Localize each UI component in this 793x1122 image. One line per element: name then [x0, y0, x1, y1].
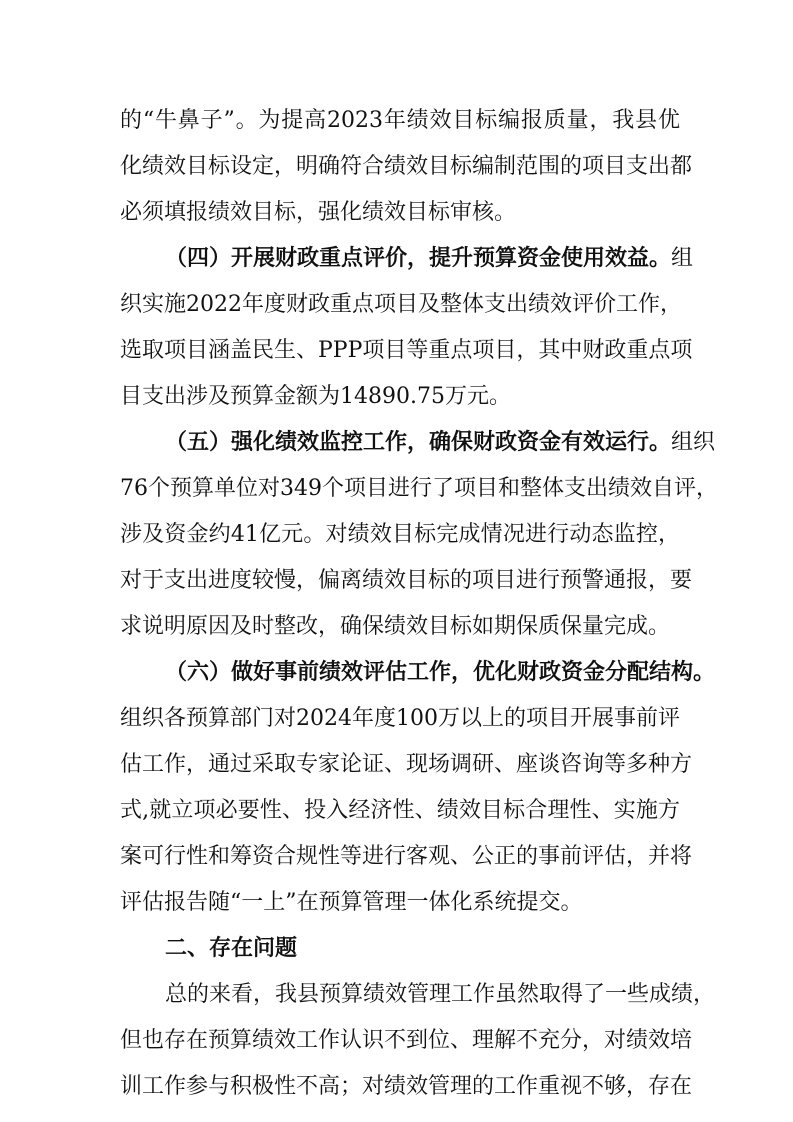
paragraph-line: 必须填报绩效目标，强化绩效目标审核。: [120, 200, 517, 225]
paragraph-line: 但也存在预算绩效工作认识不到位、理解不充分，对绩效培: [120, 1028, 693, 1053]
paragraph-line: 案可行性和筹资合规性等进行客观、公正的事前评估，并将: [120, 844, 693, 869]
section-5-rest: 组织: [671, 430, 716, 455]
paragraph-line: 选取项目涵盖民生、PPP项目等重点项目，其中财政重点项: [120, 338, 693, 363]
paragraph-line: 76个预算单位对349个项目进行了项目和整体支出绩效自评，: [120, 476, 718, 501]
section-4-rest: 组: [671, 246, 694, 271]
paragraph-line: 涉及资金约41亿元。对绩效目标完成情况进行动态监控，: [120, 522, 680, 547]
section-4-first-line: [165, 239, 694, 279]
section-6-heading: （六）做好事前绩效评估工作，优化财政资金分配结构。: [165, 660, 716, 685]
paragraph-line: 化绩效目标设定，明确符合绩效目标编制范围的项目支出都: [120, 154, 693, 179]
paragraph-line: 总的来看，我县预算绩效管理工作虽然取得了一些成绩，: [165, 982, 716, 1007]
paragraph-line: 求说明原因及时整改，确保绩效目标如期保质保量完成。: [120, 614, 671, 639]
paragraph-line: 的“牛鼻子”。为提高2023年绩效目标编报质量，我县优: [120, 108, 680, 133]
paragraph-line: 式,就立项必要性、投入经济性、绩效目标合理性、实施方: [120, 798, 680, 823]
paragraph-line: 目支出涉及预算金额为14890.75万元。: [120, 384, 511, 409]
paragraph-line: 训工作参与积极性不高；对绩效管理的工作重视不够，存在: [120, 1074, 693, 1099]
paragraph-line: 估工作，通过采取专家论证、现场调研、座谈咨询等多种方: [120, 752, 693, 777]
section-2-heading: 二、存在问题: [165, 936, 298, 961]
section-4-heading: （四）开展财政重点评价，提升预算资金使用效益。: [165, 246, 672, 271]
paragraph-line: 对于支出进度较慢，偏离绩效目标的项目进行预警通报，要: [120, 568, 693, 593]
paragraph-line: 织实施2022年度财政重点项目及整体支出绩效评价工作，: [120, 292, 682, 317]
paragraph-line: 评估报告随“一上”在预算管理一体化系统提交。: [120, 890, 583, 915]
section-5-heading: （五）强化绩效监控工作，确保财政资金有效运行。: [165, 430, 672, 455]
section-5-first-line: [165, 423, 716, 463]
section-6-first-line: [165, 653, 716, 693]
paragraph-line: 组织各预算部门对2024年度100万以上的项目开展事前评: [120, 706, 680, 731]
